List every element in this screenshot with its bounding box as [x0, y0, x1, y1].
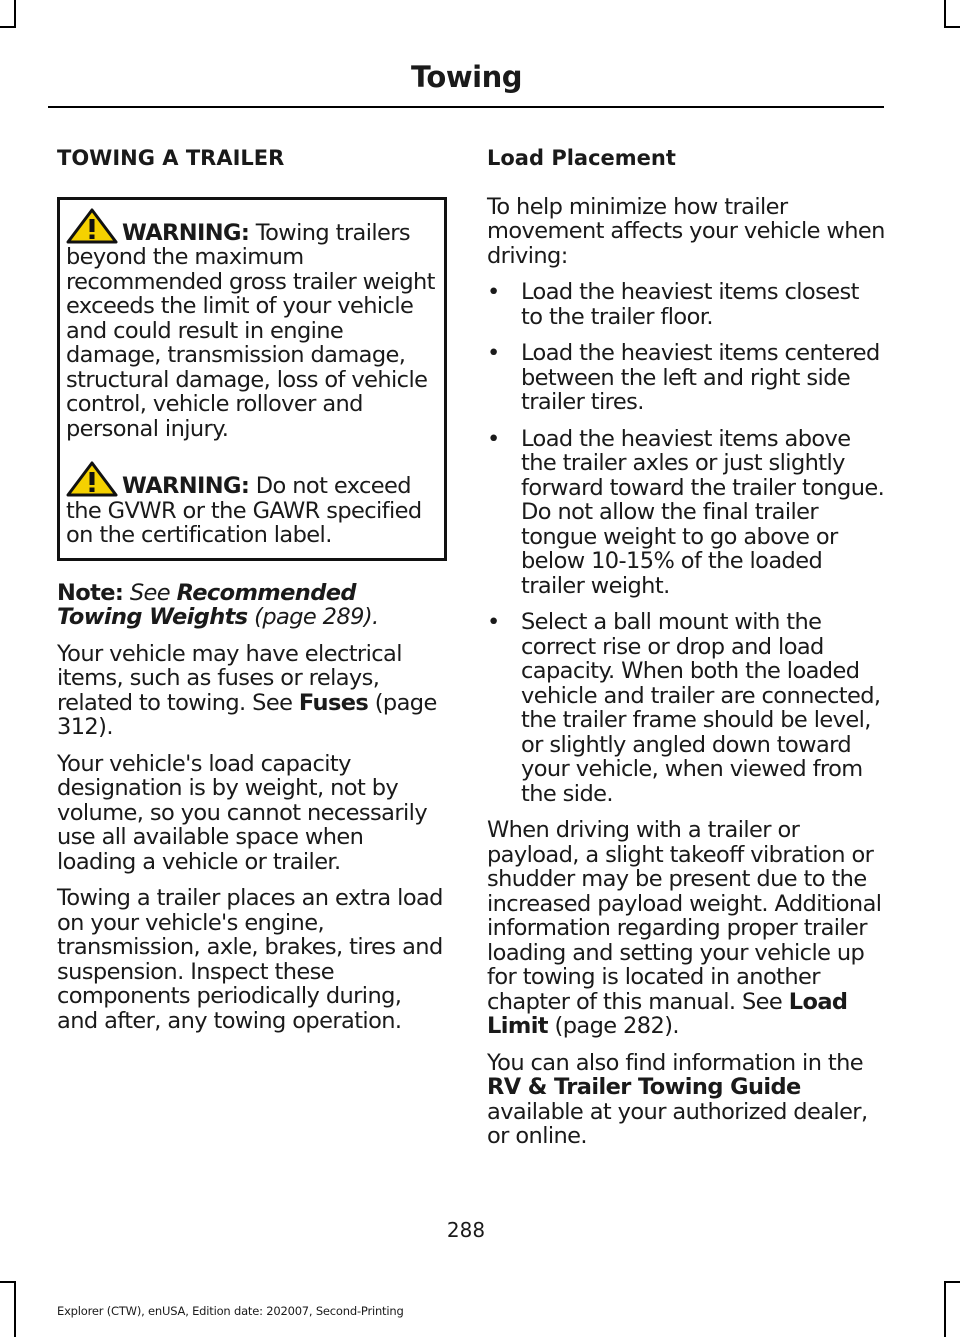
header-rule — [48, 106, 884, 108]
crop-mark-bottom-right-v — [944, 1281, 946, 1337]
section-title-load-placement: Load Placement — [487, 146, 676, 170]
paragraph-text-rest: available at your authorized dealer, or online. — [487, 1098, 868, 1149]
list-item: • Load the heaviest items centered between the left and right side trailer tires. — [487, 341, 885, 415]
load-limit-link[interactable]: Load Limit — [487, 988, 848, 1039]
crop-mark-bottom-right-h — [946, 1281, 960, 1283]
warning-paragraph-2 — [66, 461, 438, 548]
warning-text: Towing trailers beyond the maximum recommended gross trailer weight exceeds the limit of your vehicle and could result in engine damage, transmission damage, structural damage, loss of vehicle control, vehicle rollover and personal injury. — [66, 219, 435, 442]
section-title-towing-a-trailer: TOWING A TRAILER — [57, 146, 285, 170]
paragraph-text: When driving with a trailer or payload, a slight takeoff vibration or shudder may be present due to the increased payload weight. Additional information regarding proper trailer loading and setting your vehicle up for towing is located in another chapter of this manual. See — [487, 817, 882, 1015]
body-paragraph-rv-guide — [487, 1051, 885, 1149]
fuses-link[interactable]: Fuses — [298, 689, 369, 716]
chapter-title: Towing — [411, 60, 522, 94]
bullet-list — [487, 280, 885, 806]
note-page-ref: (page 289). — [247, 604, 379, 630]
note-see: See — [123, 579, 177, 606]
page-number: 288 — [446, 1218, 486, 1242]
body-paragraph-vibration — [487, 818, 885, 1039]
note-label: Note: — [57, 579, 124, 606]
crop-mark-top-right-h — [946, 26, 960, 28]
crop-mark-top-right-v — [944, 0, 946, 28]
list-item: • Select a ball mount with the correct rise or drop and load capacity. When both the loaded vehicle and trailer are connected, the trailer frame should be level, or slightly angled down toward your vehicle, when viewed from the side. — [487, 610, 885, 806]
crop-mark-bottom-left-v — [14, 1281, 16, 1337]
note-paragraph — [57, 581, 447, 630]
rv-guide-link[interactable]: RV & Trailer Towing Guide — [487, 1074, 801, 1100]
crop-mark-top-left-v — [14, 0, 16, 28]
crop-mark-top-left-h — [0, 26, 14, 28]
right-column — [487, 146, 885, 1161]
page-ref: (page 282). — [547, 1013, 679, 1039]
warning-label: WARNING: — [122, 219, 250, 246]
body-paragraph-fuses — [57, 642, 447, 740]
warning-triangle-icon — [66, 461, 118, 497]
intro-paragraph: To help minimize how trailer movement affects your vehicle when driving: — [487, 193, 885, 269]
list-item: • Load the heaviest items above the trailer axles or just slightly forward toward the trailer tongue. Do not allow the final trailer tongue weight to go above or below 10-15% of the loaded trailer weight. — [487, 427, 885, 599]
note-link[interactable]: Recommended Towing Weights — [57, 579, 356, 630]
warning-box — [57, 197, 447, 561]
left-column — [57, 146, 447, 1045]
warning-label: WARNING: — [122, 473, 250, 499]
paragraph-text: Your vehicle may have electrical items, such as fuses or relays, related to towing. See — [57, 640, 402, 716]
body-paragraph-load-capacity: Your vehicle's load capacity designation is by weight, not by volume, so you cannot necessarily use all available space when loading a vehicle or trailer. — [57, 750, 428, 875]
warning-paragraph-1 — [66, 208, 438, 442]
paragraph-text: You can also find information in the — [487, 1049, 864, 1076]
warning-triangle-icon — [66, 208, 118, 244]
body-paragraph-extra-load: Towing a trailer places an extra load on your vehicle's engine, transmission, axle, brakes, tires and suspension. Inspect these components periodically during, and after, any towing operation. — [57, 885, 443, 1034]
warning-text: Do not exceed the GVWR or the GAWR specified on the certification label. — [66, 473, 422, 548]
list-item: • Load the heaviest items closest to the trailer floor. — [487, 280, 885, 329]
footer-edition: Explorer (CTW), enUSA, Edition date: 202007, Second-Printing — [57, 1304, 404, 1318]
page-ref: (page 312). — [57, 689, 437, 740]
crop-mark-bottom-left-h — [0, 1281, 14, 1283]
